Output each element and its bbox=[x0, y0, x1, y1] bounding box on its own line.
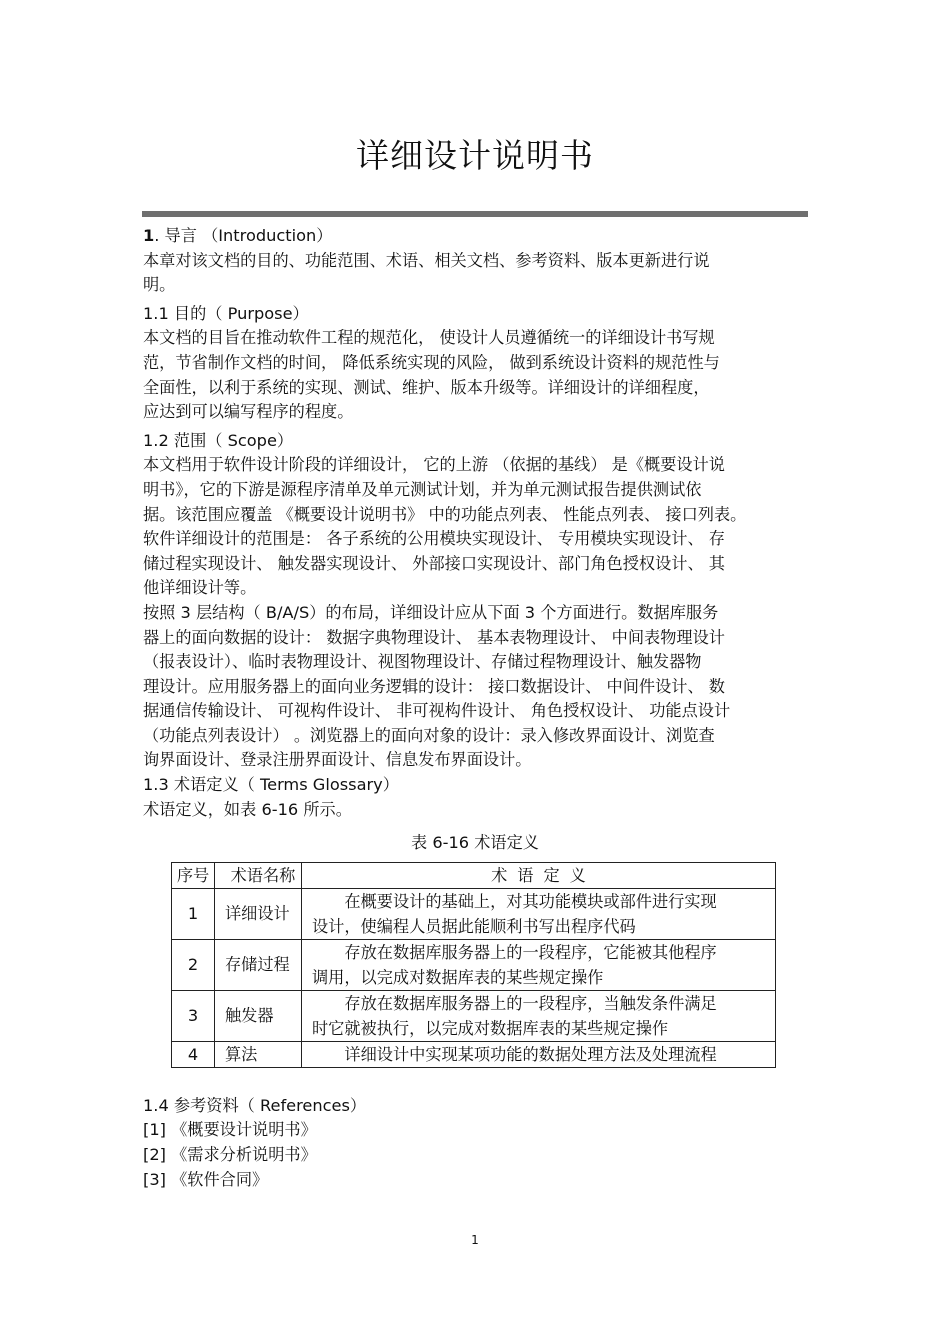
scope-body-line: 本文档用于软件设计阶段的详细设计， 它的上游 （依据的基线） 是《概要设计说 bbox=[143, 455, 725, 475]
table-row bbox=[172, 990, 776, 1041]
reference-item: [2] 《需求分析说明书》 bbox=[143, 1145, 317, 1165]
cell-definition bbox=[302, 1041, 776, 1067]
reference-item: [3] 《软件合同》 bbox=[143, 1169, 269, 1189]
cell-term: 算法 bbox=[215, 1041, 302, 1067]
cell-no: 1 bbox=[172, 888, 215, 939]
cell-term: 存储过程 bbox=[215, 939, 302, 990]
table-row bbox=[172, 939, 776, 990]
definition-line: 存放在数据库服务器上的一段程序，当触发条件满足 bbox=[344, 993, 717, 1013]
document-body bbox=[143, 224, 807, 1192]
cell-term: 详细设计 bbox=[215, 888, 302, 939]
definition-line: 时它就被执行，以完成对数据库表的某些规定操作 bbox=[312, 1018, 669, 1038]
title-divider bbox=[142, 211, 808, 217]
purpose-body-line: 应达到可以编写程序的程度。 bbox=[143, 402, 354, 422]
scope-body-line: （报表设计）、临时表物理设计、视图物理设计、存储过程物理设计、触发器物 bbox=[143, 652, 702, 672]
purpose-body-line: 范，节省制作文档的时间， 降低系统实现的风险， 做到系统设计资料的规范性与 bbox=[143, 352, 720, 372]
cell-no: 4 bbox=[172, 1041, 215, 1067]
scope-body-line: 按照 3 层结构（ B/A/S）的布局，详细设计应从下面 3 个方面进行。数据库服务 bbox=[143, 602, 719, 622]
table-row bbox=[172, 1041, 776, 1067]
purpose-heading: 1.1 目的（ Purpose） bbox=[143, 303, 309, 323]
table-row bbox=[172, 888, 776, 939]
intro-body-line: 本章对该文档的目的、功能范围、术语、相关文档、参考资料、版本更新进行说 bbox=[143, 250, 710, 270]
cell-no: 3 bbox=[172, 990, 215, 1041]
scope-body-line: 据通信传输设计、 可视构件设计、 非可视构件设计、 角色授权设计、 功能点设计 bbox=[143, 701, 731, 721]
header-definition: 术语定义 bbox=[302, 862, 776, 888]
table-caption: 表 6-16 术语定义 bbox=[411, 833, 539, 853]
scope-body-line: 软件详细设计的范围是： 各子系统的公用模块实现设计、 专用模块实现设计、 存 bbox=[143, 529, 725, 549]
reference-item: [1] 《概要设计说明书》 bbox=[143, 1120, 317, 1140]
scope-heading: 1.2 范围（ Scope） bbox=[143, 430, 294, 450]
scope-body-line: 据。该范围应覆盖 《概要设计说明书》 中的功能点列表、 性能点列表、 接口列表。 bbox=[143, 504, 747, 524]
scope-body-line: （功能点列表设计） 。浏览器上的面向对象的设计：录入修改界面设计、浏览查 bbox=[143, 725, 715, 745]
definition-line: 设计，使编程人员据此能顺利书写出程序代码 bbox=[312, 916, 636, 936]
references-heading: 1.4 参考资料（ References） bbox=[143, 1095, 367, 1115]
intro-heading bbox=[143, 224, 807, 249]
header-no: 序号 bbox=[172, 862, 215, 888]
terms-body: 术语定义，如表 6-16 所示。 bbox=[143, 799, 352, 819]
scope-body-line: 明书》，它的下游是源程序清单及单元测试计划，并为单元测试报告提供测试依 bbox=[143, 479, 702, 499]
document-title: 详细设计说明书 bbox=[356, 136, 594, 175]
cell-term: 触发器 bbox=[215, 990, 302, 1041]
terms-heading: 1.3 术语定义（ Terms Glossary） bbox=[143, 775, 399, 795]
cell-definition bbox=[302, 888, 776, 939]
scope-body-line: 理设计。应用服务器上的面向业务逻辑的设计： 接口数据设计、 中间件设计、 数 bbox=[143, 676, 725, 696]
definition-line: 详细设计中实现某项功能的数据处理方法及处理流程 bbox=[344, 1044, 717, 1064]
cell-definition bbox=[302, 939, 776, 990]
terms-table bbox=[171, 862, 776, 1068]
intro-heading-number: 1 bbox=[143, 226, 155, 245]
table-header-row bbox=[172, 862, 776, 888]
cell-definition bbox=[302, 990, 776, 1041]
page-number: 1 bbox=[471, 1233, 479, 1247]
purpose-body-line: 全面性，以利于系统的实现、测试、维护、版本升级等。详细设计的详细程度， bbox=[143, 377, 710, 397]
intro-heading-text: . 导言 （Introduction） bbox=[154, 226, 333, 245]
scope-body-line: 他详细设计等。 bbox=[143, 578, 257, 598]
scope-body-line: 询界面设计、登录注册界面设计、信息发布界面设计。 bbox=[143, 750, 532, 770]
header-term: 术语名称 bbox=[215, 862, 302, 888]
purpose-body-line: 本文档的目旨在推动软件工程的规范化， 使设计人员遵循统一的详细设计书写规 bbox=[143, 328, 715, 348]
intro-body-line: 明。 bbox=[143, 275, 176, 295]
definition-line: 存放在数据库服务器上的一段程序，它能被其他程序 bbox=[344, 942, 717, 962]
scope-body-line: 器上的面向数据的设计： 数据字典物理设计、 基本表物理设计、 中间表物理设计 bbox=[143, 627, 725, 647]
definition-line: 调用，以完成对数据库表的某些规定操作 bbox=[312, 967, 604, 987]
definition-line: 在概要设计的基础上，对其功能模块或部件进行实现 bbox=[344, 891, 717, 911]
scope-body-line: 储过程实现设计、 触发器实现设计、 外部接口实现设计、部门角色授权设计、 其 bbox=[143, 553, 725, 573]
cell-no: 2 bbox=[172, 939, 215, 990]
